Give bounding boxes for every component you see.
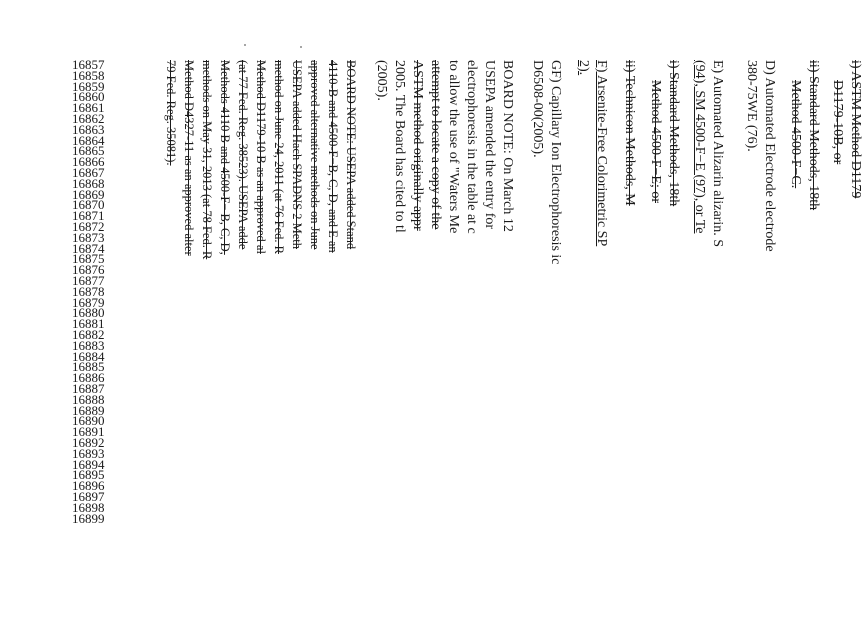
line-number: 16895: [72, 467, 105, 483]
line-number: 16882: [72, 327, 105, 342]
text-line: E) Automated Alizarin alizarin. S: [710, 60, 725, 248]
text-line: ii) Technicon Methods, M: [622, 60, 637, 206]
text-line: D6508-00(2005).: [530, 60, 545, 158]
line-number: 16892: [72, 435, 105, 450]
line-number: 16864: [72, 132, 105, 148]
line-number: 16870: [72, 197, 105, 213]
text-line: approved alternative methods on June: [308, 60, 322, 250]
line-number: 16889: [72, 402, 105, 418]
text-line: Method D4327-11 as an approved alter: [182, 60, 196, 256]
text-line: to allow the use of "Waters Me: [446, 60, 461, 234]
text-line: method on June 24, 2011 (at 76 Fed. R: [272, 60, 286, 254]
line-number: 16894: [72, 456, 105, 472]
scan-speck: [300, 46, 302, 48]
line-number: 16899: [72, 510, 105, 526]
text-line: i) ASTM Method D1179: [848, 60, 863, 199]
line-number: 16873: [72, 229, 105, 245]
text-line: GF) Capillary Ion Electrophoresis ic: [548, 60, 563, 265]
line-number: 16893: [72, 445, 105, 461]
line-number: 16871: [72, 208, 105, 224]
line-number: 16888: [72, 391, 105, 407]
line-number: 16881: [72, 316, 105, 332]
text-line: F) Arsenite-Free Colorimetric SP: [594, 60, 609, 247]
line-number: 16891: [72, 424, 105, 440]
line-number: 16875: [72, 251, 105, 267]
line-number: 16876: [72, 262, 105, 278]
text-line: 2).: [576, 60, 591, 76]
text-line: Method 4500-F−E; or: [648, 80, 663, 203]
text-line: (2005).: [374, 60, 389, 101]
text-line: Method D1179-10 B as an approved al: [254, 60, 268, 254]
line-number: 16890: [72, 413, 105, 429]
line-number: 16878: [72, 283, 105, 299]
line-number: 16897: [72, 489, 105, 504]
line-number: 16879: [72, 294, 105, 310]
line-number: 16861: [72, 100, 105, 116]
text-line: (at 77 Fed. Reg. 38523). USEPA adde: [236, 60, 250, 250]
text-line: BOARD NOTE: USEPA added Stand: [344, 60, 358, 250]
line-number: 16898: [72, 499, 105, 515]
text-line: 2005. The Board has cited to tl: [392, 60, 407, 233]
text-line: ii) Standard Methods, 18th: [806, 60, 821, 211]
text-line: attempt to locate a copy of the: [428, 60, 443, 230]
line-number: 16874: [72, 240, 105, 256]
line-number: 16877: [72, 273, 105, 288]
line-number: 16883: [72, 337, 105, 353]
text-line: electrophoresis in the table at c: [464, 60, 479, 234]
text-line: ASTM method originally appr: [410, 60, 425, 231]
text-line: Methods 4110 B and 4500-F− B, C, D,: [218, 60, 232, 255]
text-line: 4110-B and 4500-F−B, C, D, and E an: [326, 60, 340, 253]
text-line: BOARD NOTE: On March 12: [500, 60, 515, 232]
line-number: 16860: [72, 89, 105, 105]
text-line: i) Standard Methods, 18th: [666, 60, 681, 207]
line-number: 16872: [72, 219, 105, 234]
text-line: D1179-10B, or: [830, 80, 845, 165]
line-number: 16862: [72, 111, 105, 126]
text-line: methods on May 31, 2013 (at 78 Fed. R: [200, 60, 214, 260]
text-line: Method 4500-F−C.: [788, 80, 803, 189]
line-number: 16859: [72, 78, 105, 94]
line-number: 16865: [72, 143, 105, 159]
line-number: 16880: [72, 305, 105, 321]
line-number: 16887: [72, 381, 105, 396]
rotated-page-body: [138, 60, 863, 618]
line-number: 16857: [72, 57, 105, 72]
line-number: 16886: [72, 370, 105, 386]
line-number: 16863: [72, 121, 105, 137]
text-line: (94), SM 4500-F−E (97), or Te: [692, 60, 707, 234]
text-line: 380-75WE (76).: [744, 60, 759, 152]
line-number: 16869: [72, 186, 105, 202]
text-line: USEPA added Hach SPADNS 2 Meth: [290, 60, 304, 250]
line-number: 16896: [72, 478, 105, 494]
line-number: 16858: [72, 67, 105, 83]
text-line: USEPA amended the entry for: [482, 60, 497, 230]
line-number: 16884: [72, 348, 105, 364]
line-number: 16885: [72, 359, 105, 375]
text-line: D) Automated Electrode electrode: [762, 60, 777, 252]
line-number: 16868: [72, 175, 105, 191]
line-number: 16867: [72, 165, 105, 180]
line-number: 16866: [72, 154, 105, 170]
scan-speck: [244, 44, 246, 46]
text-line: 79 Fed. Reg. 35081).: [164, 60, 178, 166]
